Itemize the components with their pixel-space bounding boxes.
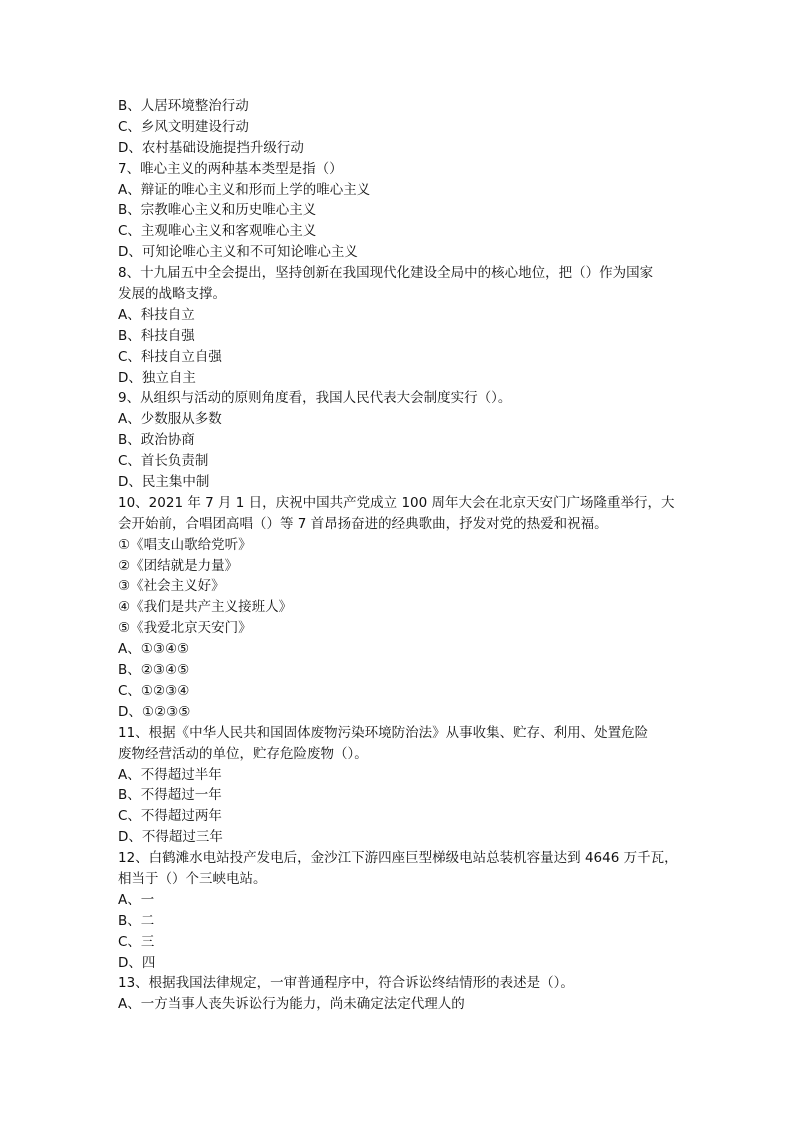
option-12c: C、三 bbox=[118, 933, 155, 950]
option-8b: B、科技自强 bbox=[118, 327, 195, 344]
option-6b: B、人居环境整治行动 bbox=[118, 98, 249, 114]
option-10d: D、①②③⑤ bbox=[118, 703, 191, 720]
option-7d: D、可知论唯心主义和不可知论唯心主义 bbox=[118, 244, 358, 261]
question-10: 10、2021 年 7 月 1 日，庆祝中国共产党成立 100 周年大会在北京天安门广场隆重举行，大 bbox=[118, 494, 675, 511]
option-8d: D、独立自主 bbox=[118, 369, 196, 386]
option-7b: B、宗教唯心主义和历史唯心主义 bbox=[118, 202, 317, 219]
option-11a: A、不得超过半年 bbox=[118, 766, 222, 783]
song-item-2: ②《团结就是力量》 bbox=[118, 557, 239, 574]
option-12b: B、二 bbox=[118, 912, 155, 929]
option-12a: A、一 bbox=[118, 891, 155, 908]
song-item-3: ③《社会主义好》 bbox=[118, 578, 225, 595]
song-item-1: ①《唱支山歌给党听》 bbox=[118, 536, 252, 553]
question-11-cont: 废物经营活动的单位，贮存危险废物（）。 bbox=[118, 745, 368, 762]
song-item-5: ⑤《我爱北京天安门》 bbox=[118, 620, 252, 637]
question-11: 11、根据《中华人民共和国固体废物污染环境防治法》从事收集、贮存、利用、处置危险 bbox=[118, 724, 649, 741]
question-9: 9、从组织与活动的原则角度看，我国人民代表大会制度实行（）。 bbox=[118, 390, 512, 407]
option-12d: D、四 bbox=[118, 954, 156, 971]
option-9a: A、少数服从多数 bbox=[118, 411, 222, 428]
option-11b: B、不得超过一年 bbox=[118, 787, 222, 804]
question-8: 8、十九届五中全会提出，坚持创新在我国现代化建设全局中的核心地位，把（）作为国家 bbox=[118, 265, 654, 282]
option-7c: C、主观唯心主义和客观唯心主义 bbox=[118, 223, 317, 240]
option-10c: C、①②③④ bbox=[118, 682, 190, 699]
option-11d: D、不得超过三年 bbox=[118, 829, 223, 846]
document-page bbox=[118, 96, 678, 1015]
song-item-4: ④《我们是共产主义接班人》 bbox=[118, 599, 293, 616]
option-8c: C、科技自立自强 bbox=[118, 348, 222, 365]
question-12: 12、白鹤滩水电站投产发电后，金沙江下游四座巨型梯级电站总装机容量达到 4646 万千瓦， bbox=[118, 850, 678, 867]
option-10b: B、②③④⑤ bbox=[118, 662, 190, 679]
option-13a: A、一方当事人丧失诉讼行为能力，尚未确定法定代理人的 bbox=[118, 996, 465, 1013]
question-8-cont: 发展的战略支撑。 bbox=[118, 286, 226, 303]
option-9d: D、民主集中制 bbox=[118, 474, 210, 491]
option-11c: C、不得超过两年 bbox=[118, 808, 222, 825]
question-7: 7、唯心主义的两种基本类型是指（） bbox=[118, 160, 343, 177]
option-6c: C、乡风文明建设行动 bbox=[118, 118, 249, 135]
question-13: 13、根据我国法律规定，一审普通程序中，符合诉讼终结情形的表述是（）。 bbox=[118, 975, 574, 992]
option-9b: B、政治协商 bbox=[118, 432, 195, 449]
option-6d: D、农村基础设施提挡升级行动 bbox=[118, 139, 304, 156]
question-10-cont: 会开始前，合唱团高唱（）等 7 首昂扬奋进的经典歌曲，抒发对党的热爱和祝福。 bbox=[118, 515, 608, 532]
option-10a: A、①③④⑤ bbox=[118, 641, 190, 658]
option-7a: A、辩证的唯心主义和形而上学的唯心主义 bbox=[118, 181, 371, 198]
option-8a: A、科技自立 bbox=[118, 306, 195, 323]
question-12-cont: 相当于（）个三峡电站。 bbox=[118, 870, 267, 887]
option-9c: C、首长负责制 bbox=[118, 453, 209, 470]
